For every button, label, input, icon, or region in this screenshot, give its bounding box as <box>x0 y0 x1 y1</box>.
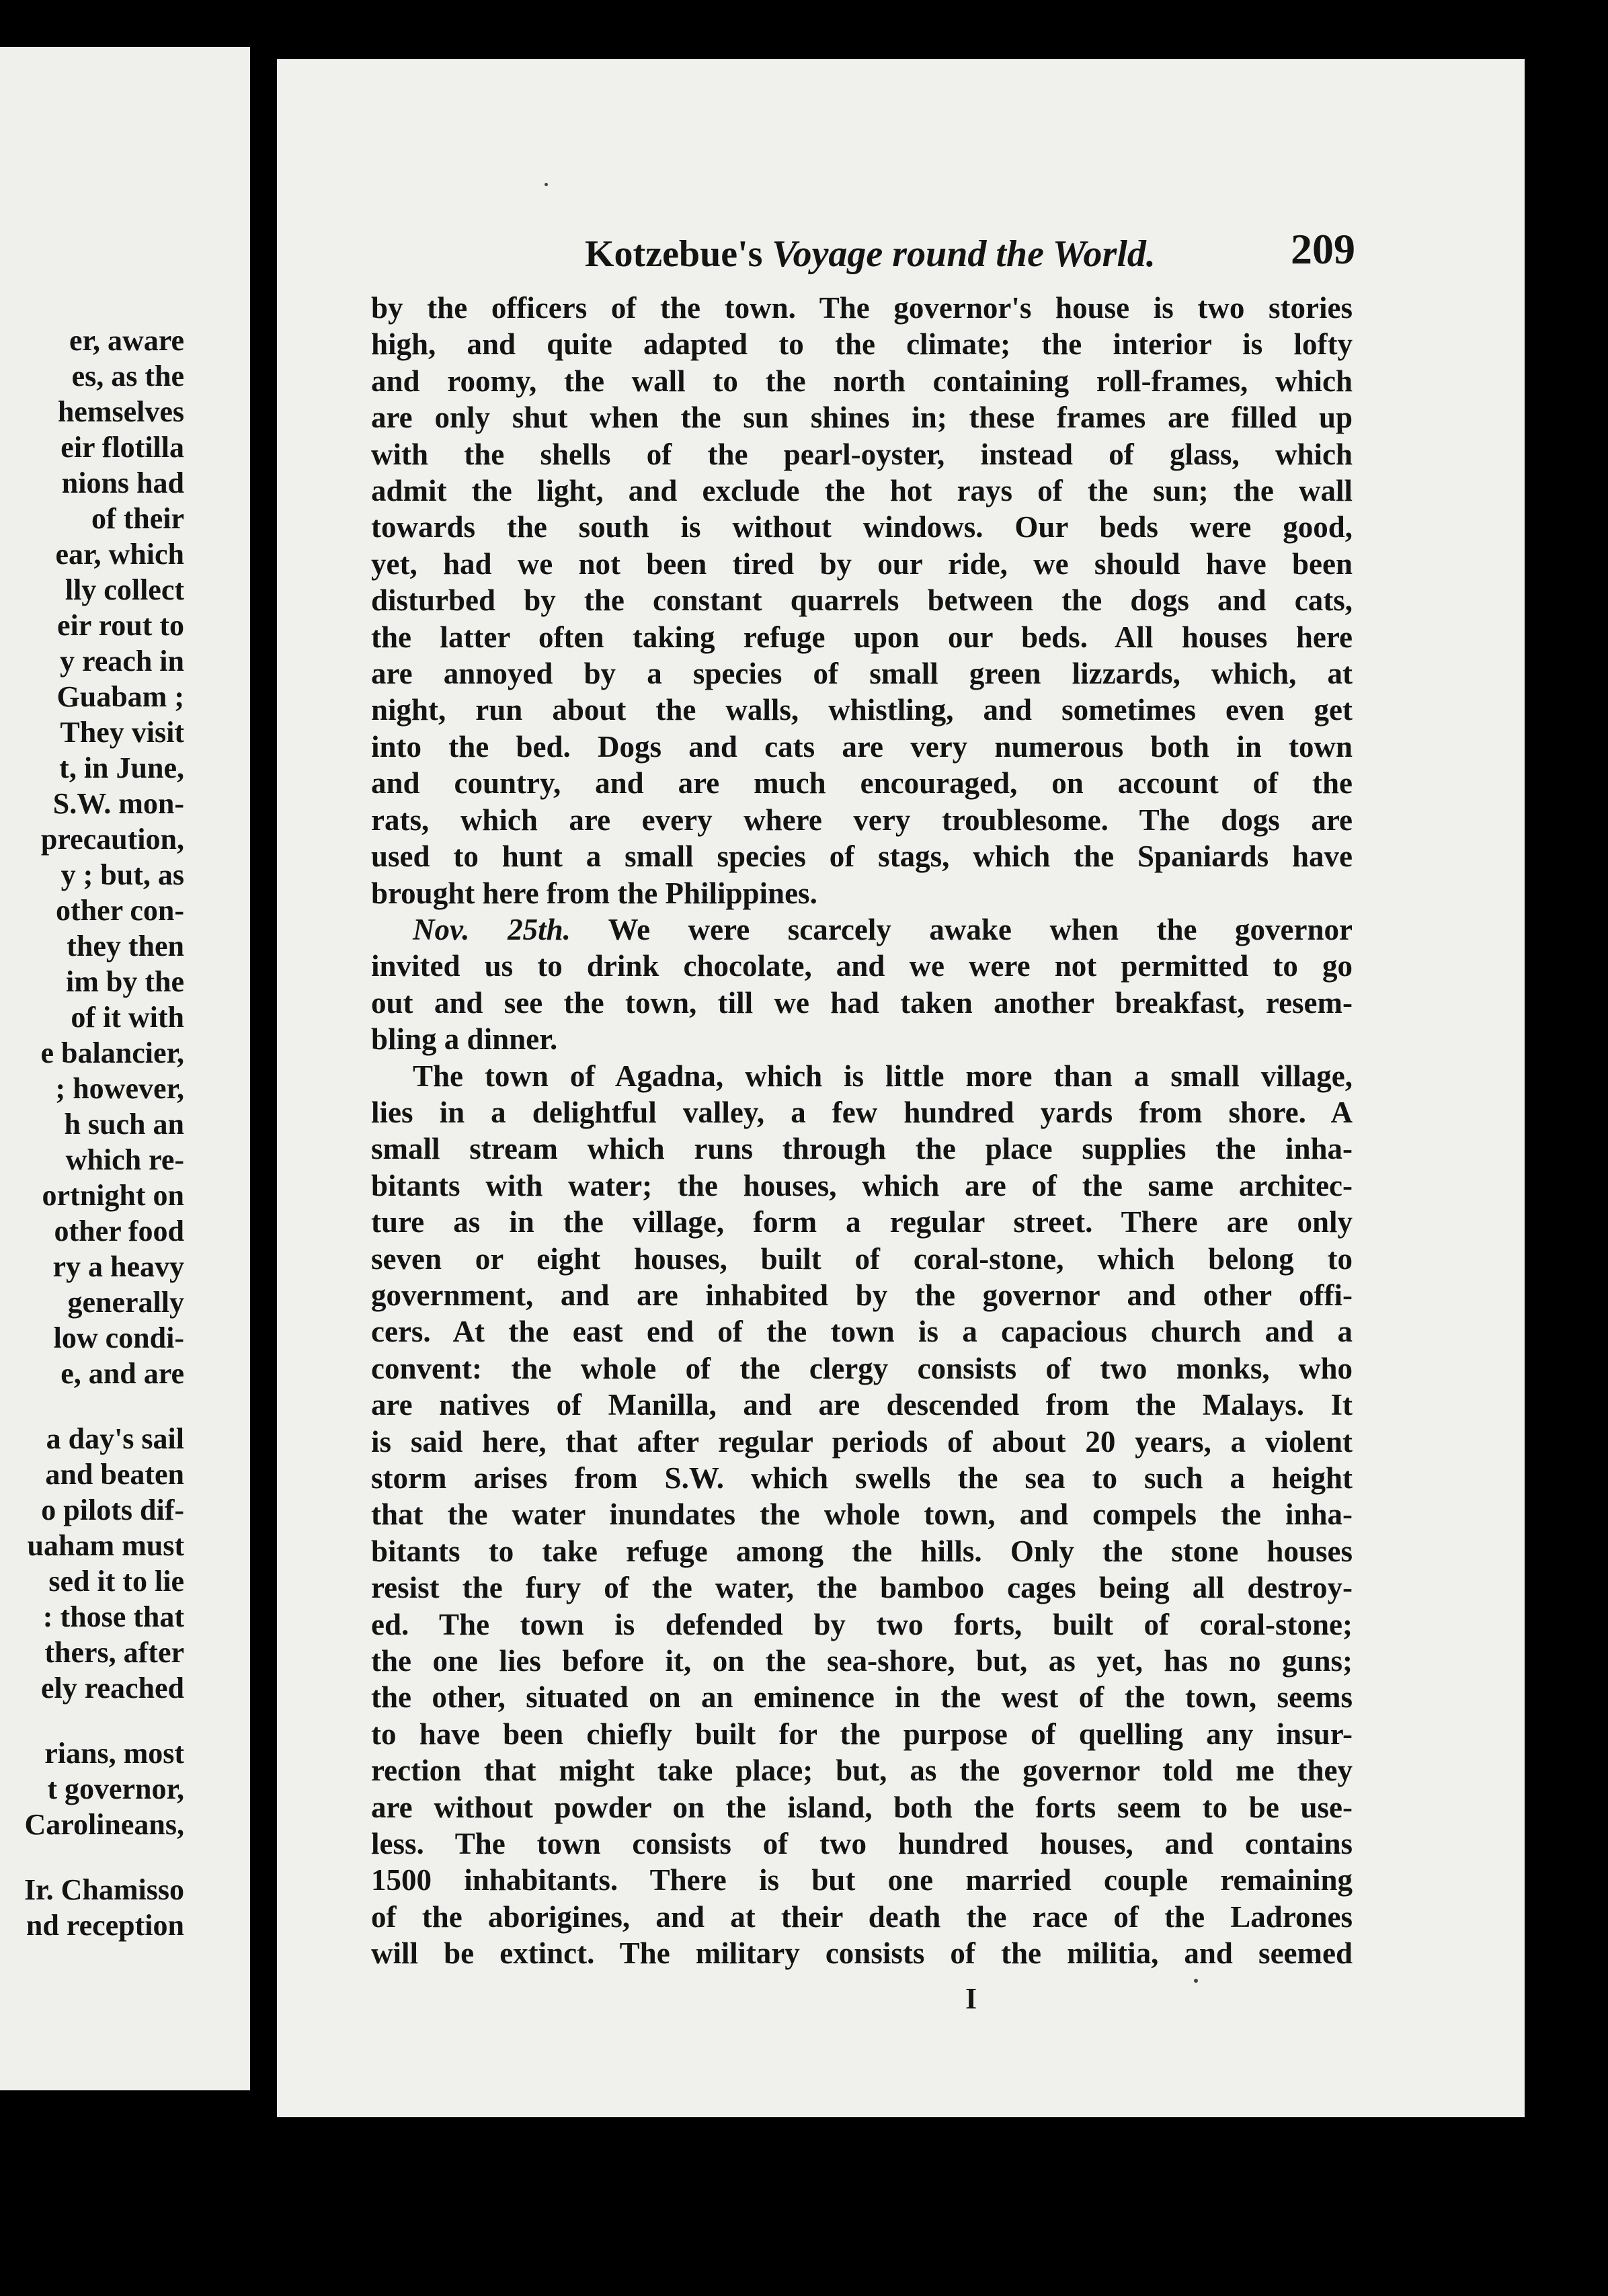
left-page-line: low condi- <box>53 1321 184 1354</box>
left-page-line: rians, most <box>44 1737 184 1770</box>
left-page-line: ry a heavy <box>52 1250 184 1283</box>
left-page-line: nd reception <box>26 1909 184 1942</box>
left-page-line: Guabam ; <box>56 680 184 713</box>
page-number: 209 <box>1291 225 1355 273</box>
left-page-line: which re- <box>65 1143 184 1176</box>
left-page-line: ear, which <box>55 538 184 571</box>
running-title-author: Kotzebue's <box>585 233 763 275</box>
left-page-line: nions had <box>61 466 184 499</box>
left-page-line: eir rout to <box>57 609 184 642</box>
text-line: rection that might take place; but, as the governor told me they <box>371 1754 1353 1788</box>
text-line: towards the south is without windows. Our beds were good, <box>371 510 1353 544</box>
left-page-line: lly collect <box>65 573 184 606</box>
left-page-line: e balancier, <box>40 1036 184 1069</box>
left-page-line: They visit <box>60 716 184 749</box>
left-page-line: hemselves <box>57 395 184 428</box>
left-page-text-column <box>0 323 250 1943</box>
left-page-line: ortnight on <box>42 1179 184 1212</box>
left-page-line: h such an <box>64 1108 184 1141</box>
right-page <box>277 59 1525 2117</box>
left-page-line: uaham must <box>27 1529 184 1562</box>
text-line: invited us to drink chocolate, and we were not permitted to go <box>371 949 1353 983</box>
text-line: bling a dinner. <box>371 1022 558 1057</box>
text-line: less. The town consists of two hundred houses, and contains <box>371 1827 1353 1861</box>
left-page-line: : those that <box>42 1600 184 1633</box>
body-text <box>371 290 1525 1972</box>
text-line: by the officers of the town. The governor's house is two stories <box>371 291 1353 325</box>
ink-speck <box>545 183 548 186</box>
text-line: high, and quite adapted to the climate; the interior is lofty <box>371 327 1353 362</box>
text-line: disturbed by the constant quarrels between the dogs and cats, <box>371 583 1353 618</box>
left-page-line: eir flotilla <box>61 431 184 464</box>
left-page-line: sed it to lie <box>48 1565 184 1598</box>
text-line: brought here from the Philippines. <box>371 876 817 910</box>
left-page-line: S.W. mon- <box>52 787 184 820</box>
text-line: used to hunt a small species of stags, which the Spaniards have <box>371 839 1353 874</box>
left-page-line: other con- <box>55 894 184 927</box>
text-line: resist the fury of the water, the bamboo cages being all destroy- <box>371 1571 1353 1605</box>
left-page-line: thers, after <box>44 1636 184 1669</box>
text-line: ture as in the village, form a regular street. There are only <box>371 1205 1353 1239</box>
left-page-line: ely reached <box>40 1672 184 1705</box>
text-line: are annoyed by a species of small green lizzards, which, at <box>371 657 1353 691</box>
text-line <box>371 911 1353 948</box>
ink-speck <box>1194 1979 1198 1983</box>
text-line: government, and are inhabited by the governor and other offi- <box>371 1278 1353 1312</box>
text-line: yet, had we not been tired by our ride, we should have been <box>371 546 1353 581</box>
text-line: cers. At the east end of the town is a capacious church and a <box>371 1315 1353 1349</box>
text-line: is said here, that after regular periods of about 20 years, a violent <box>371 1424 1353 1459</box>
left-page-line: o pilots dif- <box>41 1493 184 1526</box>
left-page-line: y ; but, as <box>61 858 184 891</box>
signature-mark: I <box>965 1982 977 2015</box>
text-line: night, run about the walls, whistling, and sometimes even get <box>371 693 1353 727</box>
text-line: and roomy, the wall to the north containing roll-frames, which <box>371 364 1353 398</box>
text-line: that the water inundates the whole town, and compels the inha- <box>371 1498 1353 1532</box>
left-page-line: of their <box>91 502 184 535</box>
left-page-line: Ir. Chamisso <box>24 1873 184 1906</box>
left-page-line: Carolineans, <box>24 1808 184 1841</box>
text-line: The town of Agadna, which is little more than a small village, <box>413 1059 1353 1093</box>
left-page-line: y reach in <box>60 645 184 678</box>
text-line: are only shut when the sun shines in; these frames are filled up <box>371 401 1353 435</box>
text-line: bitants with water; the houses, which are of the same architec- <box>371 1168 1353 1202</box>
left-page-line: generally <box>67 1286 184 1319</box>
text-line: into the bed. Dogs and cats are very numerous both in town <box>371 729 1353 764</box>
text-line: of the aborigines, and at their death the race of the Ladrones <box>371 1899 1353 1934</box>
text-line: storm arises from S.W. which swells the sea to such a height <box>371 1461 1353 1495</box>
running-title <box>585 233 1156 276</box>
date-heading: Nov. 25th. <box>413 912 571 946</box>
left-page-line: t governor, <box>47 1772 184 1805</box>
running-title-italic: Voyage round the World. <box>772 233 1156 275</box>
left-page-line: im by the <box>66 965 184 998</box>
text-line: with the shells of the pearl-oyster, instead of glass, which <box>371 437 1353 471</box>
left-page-line: precaution, <box>40 823 184 856</box>
text-line: seven or eight houses, built of coral-stone, which belong to <box>371 1241 1353 1276</box>
left-page-fragment <box>0 47 250 2090</box>
running-head <box>277 225 1525 286</box>
text-line: out and see the town, till we had taken another breakfast, resem- <box>371 985 1353 1020</box>
text-line: will be extinct. The military consists of the militia, and seemed <box>371 1936 1353 1971</box>
text-line-rest: We were scarcely awake when the governor <box>570 912 1353 946</box>
left-page-line: es, as the <box>71 360 184 393</box>
left-page-line: of it with <box>71 1001 184 1034</box>
left-page-line: and beaten <box>45 1458 184 1491</box>
text-line: are natives of Manilla, and are descended from the Malays. It <box>371 1388 1353 1422</box>
text-line: 1500 inhabitants. There is but one married couple remaining <box>371 1863 1353 1897</box>
left-page-line: ; however, <box>55 1072 184 1105</box>
text-line: lies in a delightful valley, a few hundred yards from shore. A <box>371 1095 1353 1129</box>
left-page-line: t, in June, <box>59 751 184 784</box>
text-line: bitants to take refuge among the hills. Only the stone houses <box>371 1534 1353 1568</box>
text-line: the other, situated on an eminence in the west of the town, seems <box>371 1680 1353 1715</box>
left-page-line: a day's sail <box>46 1422 184 1455</box>
left-page-line: e, and are <box>61 1357 184 1390</box>
text-line: are without powder on the island, both the forts seem to be use- <box>371 1790 1353 1824</box>
text-line: convent: the whole of the clergy consists of two monks, who <box>371 1351 1353 1385</box>
left-page-line: they then <box>67 930 184 962</box>
left-page-line: other food <box>54 1215 184 1247</box>
text-line: and country, and are much encouraged, on account of the <box>371 766 1353 801</box>
left-page-line: er, aware <box>69 324 184 357</box>
text-line: the one lies before it, on the sea-shore, but, as yet, has no guns; <box>371 1644 1353 1678</box>
text-line: small stream which runs through the place supplies the inha- <box>371 1132 1353 1166</box>
text-line: to have been chiefly built for the purpose of quelling any insur- <box>371 1717 1353 1751</box>
text-line: ed. The town is defended by two forts, built of coral-stone; <box>371 1607 1353 1641</box>
text-line: admit the light, and exclude the hot rays of the sun; the wall <box>371 474 1353 508</box>
text-line: rats, which are every where very troublesome. The dogs are <box>371 803 1353 837</box>
text-line: the latter often taking refuge upon our beds. All houses here <box>371 620 1353 654</box>
